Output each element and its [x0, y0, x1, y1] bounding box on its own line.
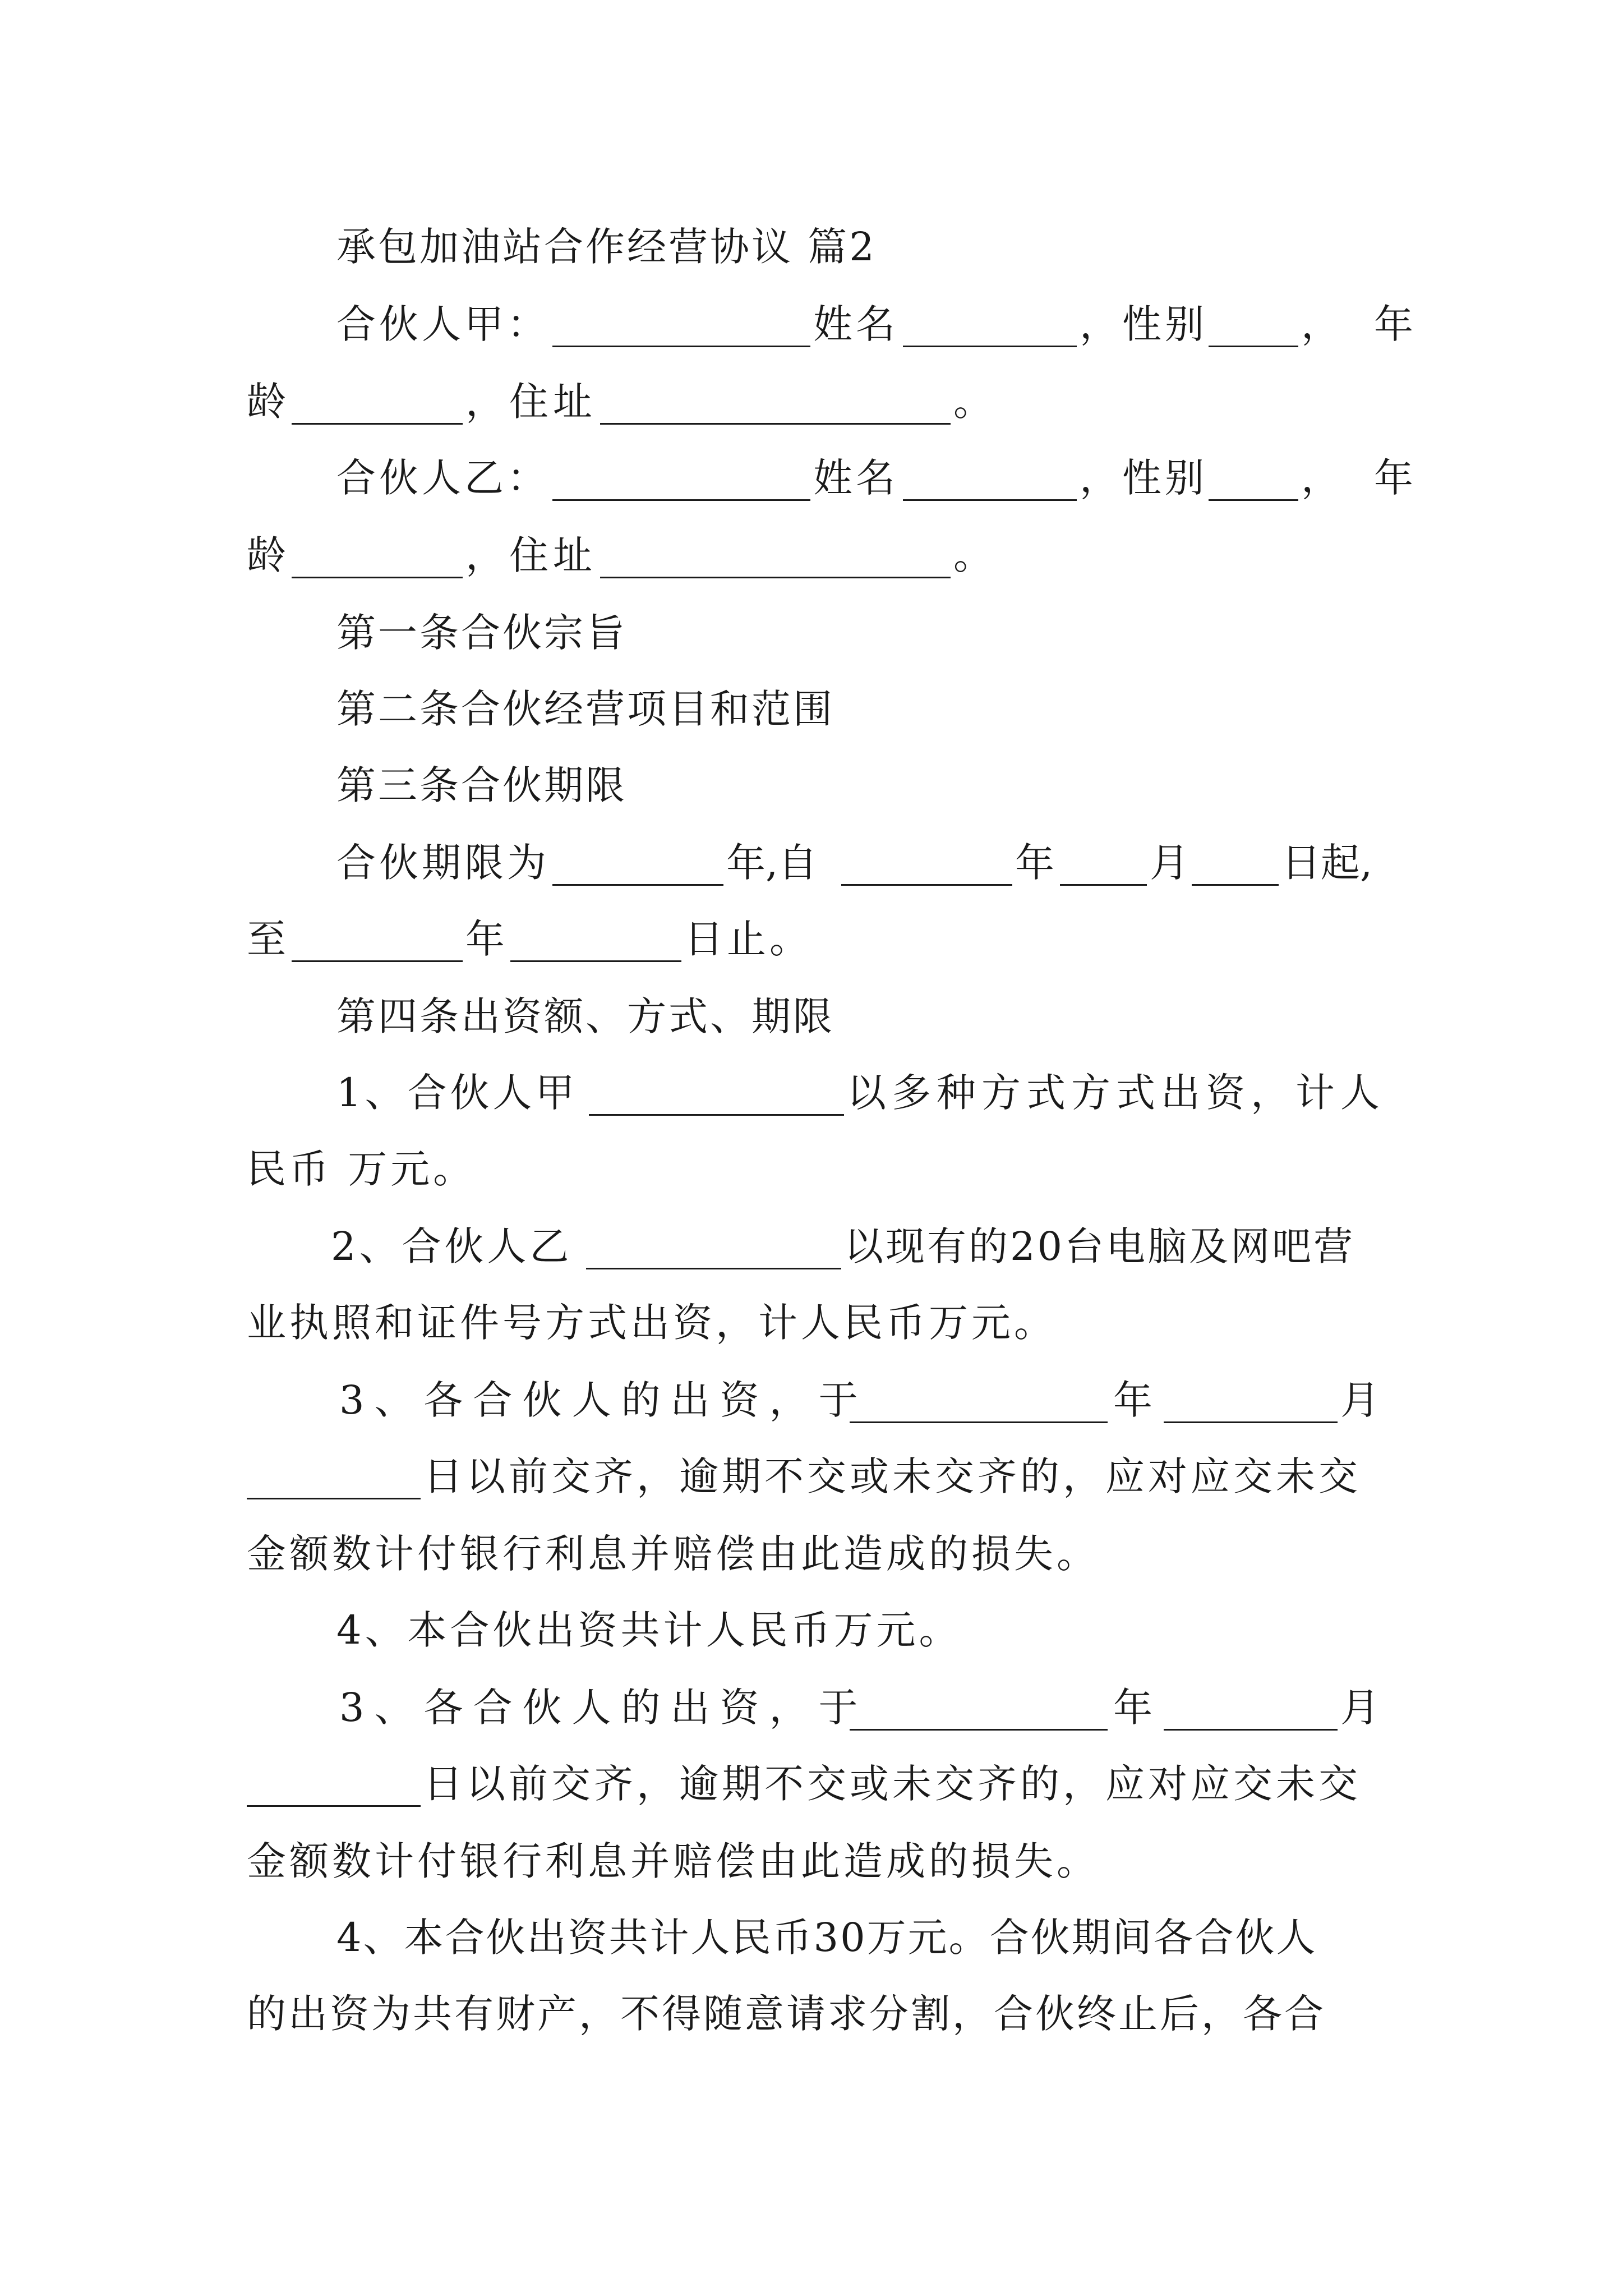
term-h: 日止。: [684, 916, 812, 962]
item-3b-c: 月: [1340, 1685, 1380, 1731]
party-a-label: 合伙人甲：: [336, 301, 550, 347]
party-b-line-2: [0, 516, 1623, 595]
party-b-line-1: [0, 439, 1623, 517]
party-b-end: 。: [953, 532, 993, 578]
party-a-address-blank: [600, 379, 951, 425]
article-4-line: [0, 977, 1623, 1056]
term-end-day-blank: [510, 917, 681, 962]
item-2-a: 2、合伙人乙: [331, 1223, 573, 1269]
item-3a-line-2: [0, 1437, 1623, 1516]
item-3b-day-blank: [247, 1761, 421, 1807]
party-a-address-label: ，住址: [465, 379, 597, 425]
item-3a-b: 年: [1113, 1377, 1152, 1423]
party-a-line-1: [0, 285, 1623, 364]
item-4b-line-2: [0, 1975, 1623, 2053]
term-start-day-blank: [1192, 840, 1279, 886]
term-b: 年,自: [726, 840, 818, 886]
document-title: 承包加油站合作经营协议 篇2: [336, 224, 877, 270]
party-b-address-blank: [600, 533, 951, 578]
item-3b-line-3: [0, 1822, 1623, 1901]
party-b-age-label-1: ，年: [1301, 455, 1447, 501]
item-4a: 4、本合伙出资共计人民币万元。: [336, 1607, 962, 1653]
party-a-age-label-2: 龄: [247, 379, 286, 425]
item-3b-d: 日以前交齐，逾期不交或未交齐的，应对应交未交: [423, 1761, 1361, 1807]
party-b-name-label: 姓名: [813, 455, 898, 501]
item-4b-line-1: [0, 1898, 1623, 1977]
party-b-address-label: ，住址: [465, 532, 597, 578]
item-3a-a: 3、各合伙人的出资，于: [339, 1377, 868, 1423]
item-3a-line-1: [0, 1361, 1623, 1439]
item-3b-line-1: [0, 1668, 1623, 1747]
term-f: 至: [247, 916, 286, 962]
article-1: 第一条合伙宗旨: [336, 610, 627, 656]
document-title-line: [0, 208, 1623, 286]
party-b-label: 合伙人乙：: [336, 455, 550, 501]
party-a-line-2: [0, 362, 1623, 441]
item-1-c: 民币 万元。: [247, 1146, 476, 1192]
item-3a-e: 金额数计付银行利息并赔偿由此造成的损失。: [247, 1531, 1099, 1577]
article-4: 第四条出资额、方式、期限: [336, 993, 834, 1039]
party-a-name-blank: [903, 302, 1077, 347]
article-1-line: [0, 593, 1623, 672]
term-end-year-blank: [292, 917, 463, 962]
item-1-line-2: [0, 1130, 1623, 1208]
item-4b-a: 4、本合伙出资共计人民币30万元。合伙期间各合伙人: [336, 1915, 1317, 1961]
item-1-line-1: [0, 1053, 1623, 1132]
party-b-age-blank: [292, 533, 463, 578]
party-a-name-label: 姓名: [813, 301, 898, 347]
item-2-blank: [586, 1224, 841, 1269]
article-3-line: [0, 746, 1623, 825]
article-2-line: [0, 670, 1623, 748]
term-start-year-blank: [841, 840, 1012, 886]
item-4a-line: [0, 1591, 1623, 1669]
item-3b-line-2: [0, 1745, 1623, 1823]
party-a-end: 。: [953, 379, 993, 425]
item-4b-b: 的出资为共有财产，不得随意请求分割，合伙终止后，各合: [247, 1991, 1326, 2037]
item-3a-month-blank: [1164, 1378, 1338, 1423]
item-1-a: 1、合伙人甲: [336, 1070, 578, 1116]
item-2-line-1: [0, 1207, 1623, 1286]
party-a-blank-1: [552, 302, 810, 347]
item-3b-b: 年: [1113, 1685, 1152, 1731]
party-b-gender-blank: [1209, 455, 1298, 501]
item-1-b: 以多种方式方式出资，计人: [847, 1070, 1385, 1116]
item-3a-c: 月: [1340, 1377, 1380, 1423]
item-1-blank: [589, 1070, 844, 1116]
party-a-gender-blank: [1209, 302, 1298, 347]
term-g: 年: [465, 916, 505, 962]
term-line-1: [0, 823, 1623, 902]
item-3a-line-3: [0, 1515, 1623, 1593]
party-b-blank-1: [552, 455, 810, 501]
party-b-name-blank: [903, 455, 1077, 501]
party-a-gender-label: ，性别: [1080, 301, 1207, 347]
item-3b-e: 金额数计付银行利息并赔偿由此造成的损失。: [247, 1838, 1099, 1884]
term-e: 日起,: [1281, 840, 1373, 886]
item-3b-year-blank: [850, 1685, 1108, 1731]
article-3: 第三条合伙期限: [336, 762, 627, 808]
party-b-age-label-2: 龄: [247, 532, 286, 578]
term-c: 年: [1015, 840, 1054, 886]
item-3b-a: 3、各合伙人的出资，于: [339, 1685, 868, 1731]
term-start-month-blank: [1060, 840, 1147, 886]
item-3a-d: 日以前交齐，逾期不交或未交齐的，应对应交未交: [423, 1453, 1361, 1499]
item-3a-day-blank: [247, 1454, 421, 1499]
party-a-age-label-1: ，年: [1301, 301, 1447, 347]
party-a-age-blank: [292, 379, 463, 425]
term-line-2: [0, 900, 1623, 978]
item-2-line-2: [0, 1283, 1623, 1362]
party-b-gender-label: ，性别: [1080, 455, 1207, 501]
item-3a-year-blank: [850, 1378, 1108, 1423]
term-years-blank: [552, 840, 723, 886]
item-3b-month-blank: [1164, 1685, 1338, 1731]
term-d: 月: [1150, 840, 1189, 886]
term-a: 合伙期限为: [336, 840, 550, 886]
item-2-b: 以现有的20台电脑及网吧营: [844, 1223, 1355, 1269]
item-2-c: 业执照和证件号方式出资，计人民币万元。: [247, 1300, 1057, 1346]
article-2: 第二条合伙经营项目和范围: [336, 686, 834, 732]
